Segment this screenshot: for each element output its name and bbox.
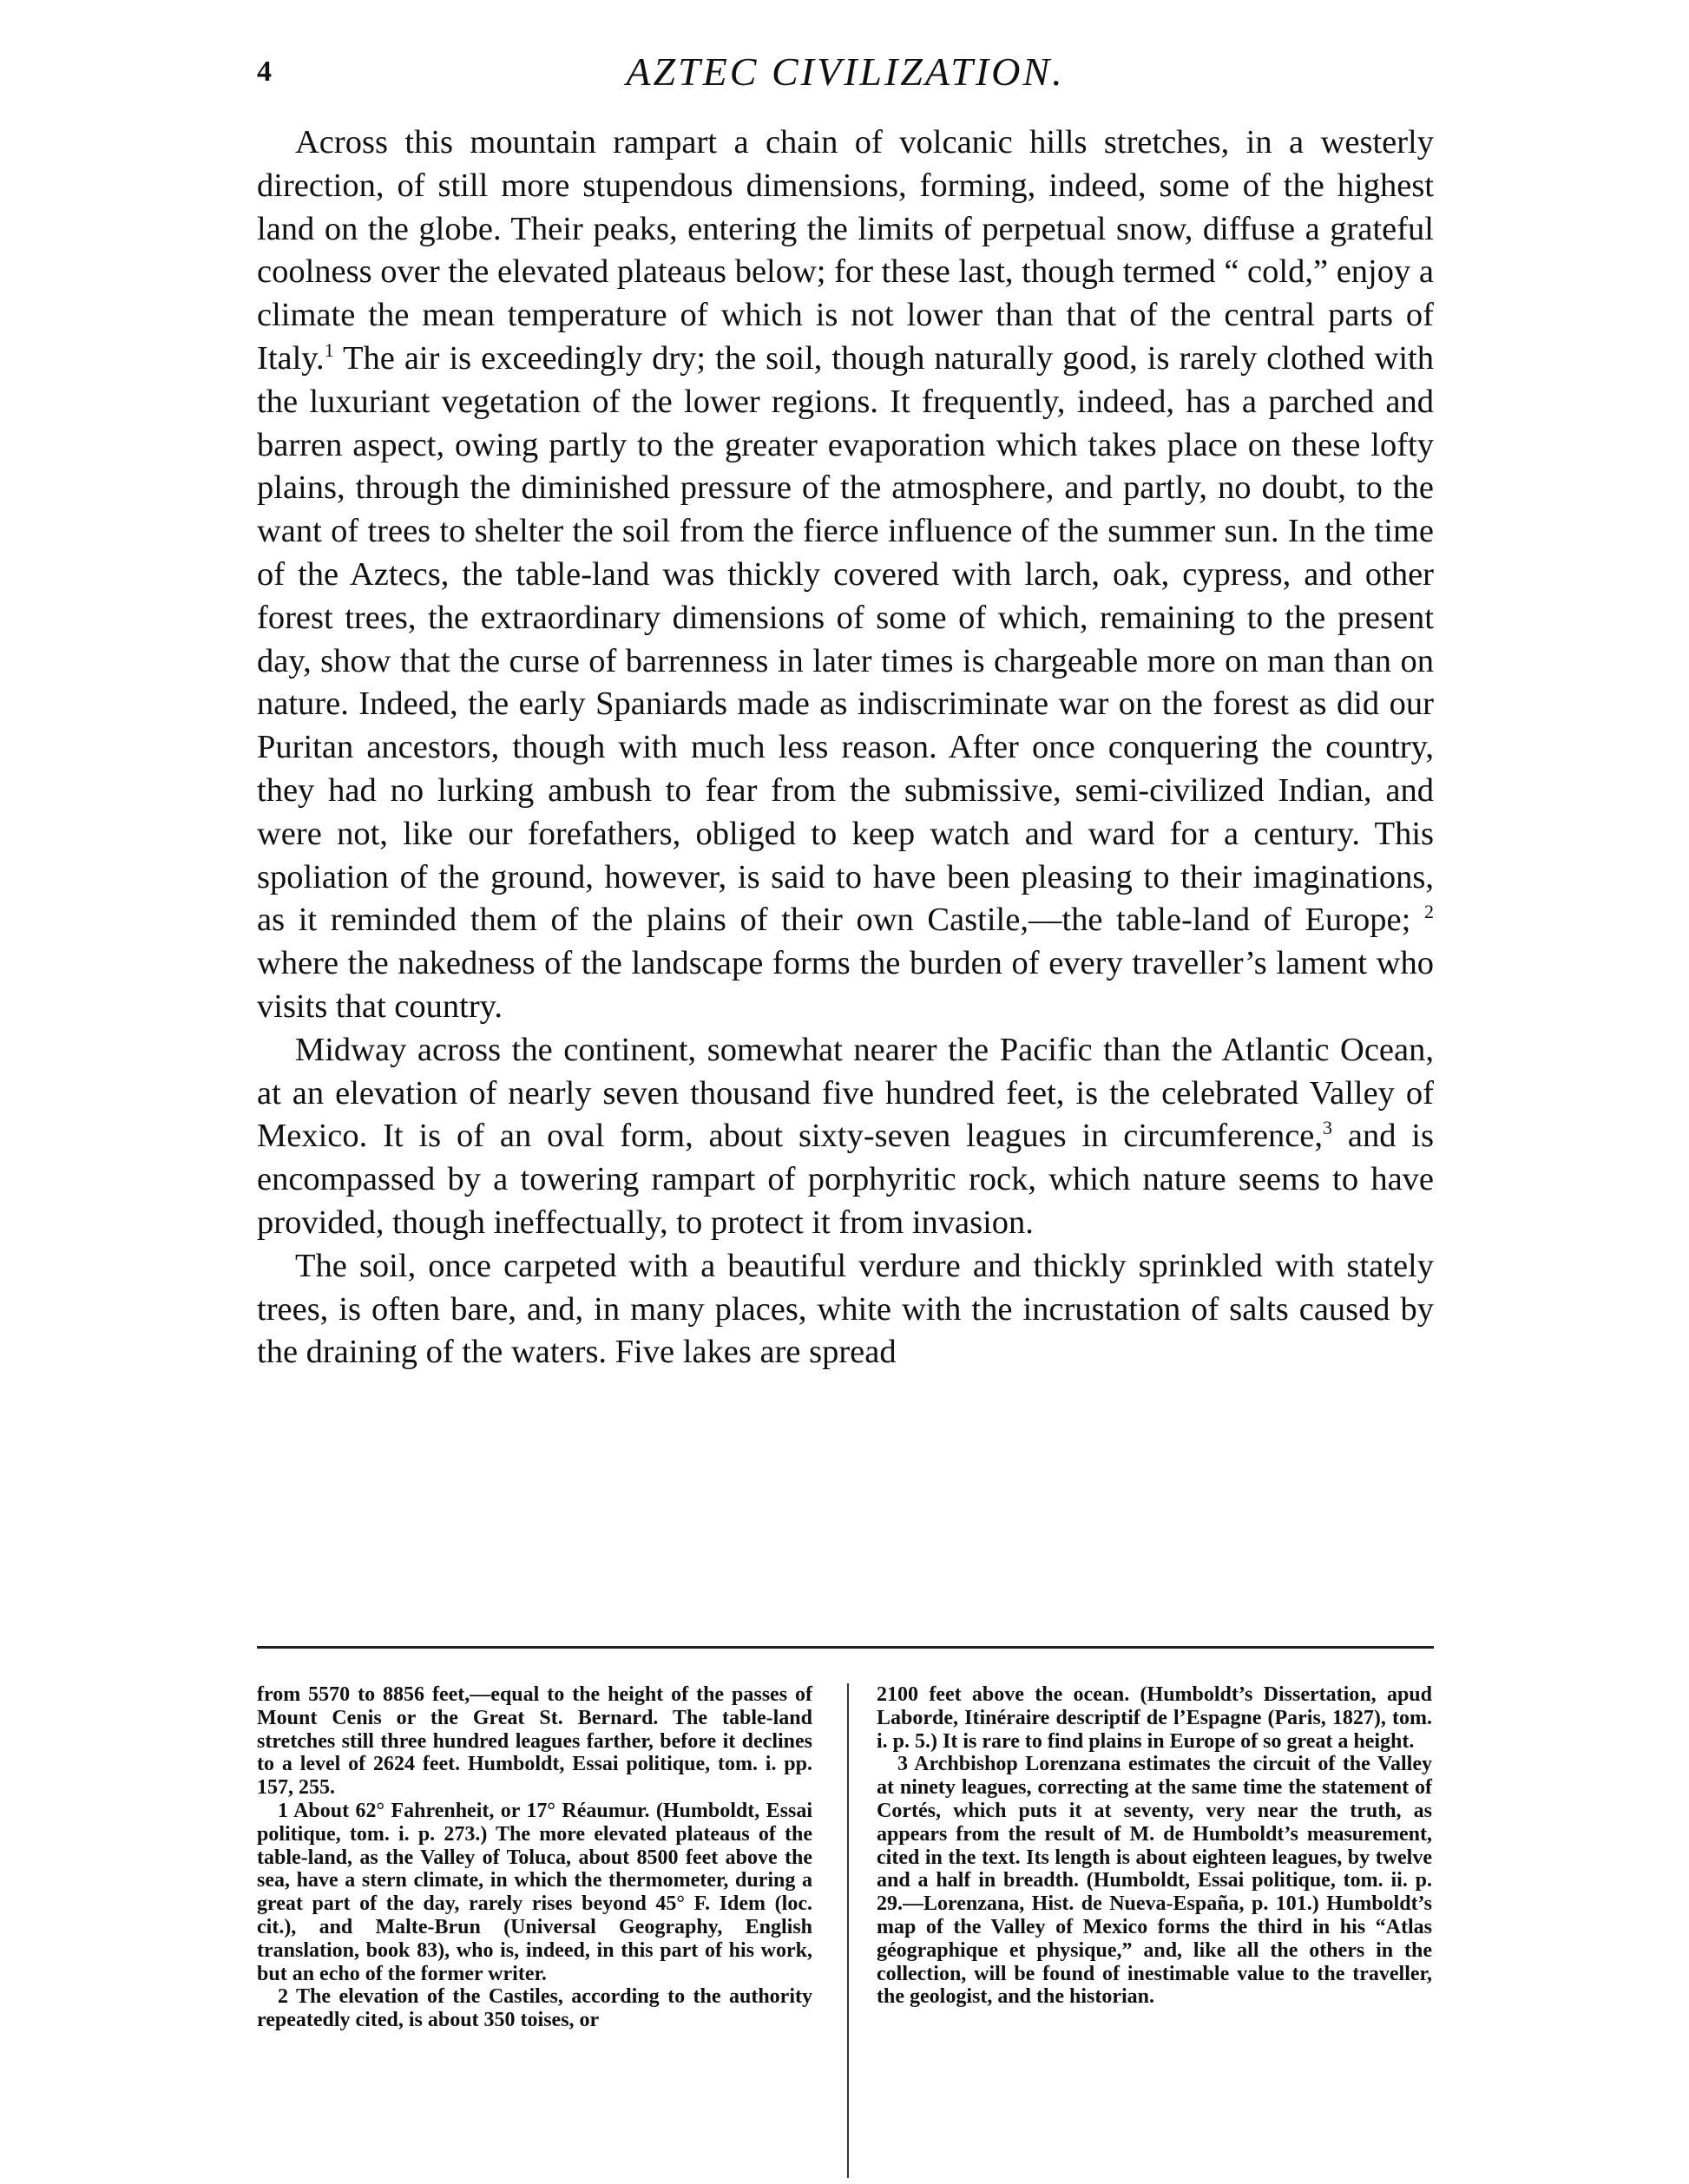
- footnote: 3 Archbishop Lorenzana estimates the circuit of the Valley at ninety leagues, correcting at the same time the statement of Cortés, which puts it at seventy, very near the truth, as appears from the result of M. de Humboldt’s measurement, cited in the text. Its length is about eighteen leagues, by twelve and a half in breadth. (Humboldt, Essai politique, tom. ii. p. 29.—Lorenzana, Hist. de Nueva-España, p. 101.) Humboldt’s map of the Valley of Mexico forms the third in his “Atlas géographique et physique,” and, like all the others in the collection, will be found of inestimable value to the traveller, the geologist, and the historian.: [877, 1753, 1432, 2009]
- footnote: 1 About 62° Fahrenheit, or 17° Réaumur. (Humboldt, Essai politique, tom. i. p. 273.) The more elevated plateaus of the table-land, as the Valley of Toluca, about 8500 feet above the sea, have a stern climate, in which the thermometer, during a great part of the day, rarely rises beyond 45° F. Idem (loc. cit.), and Malte-Brun (Universal Geography, English translation, book 83), who is, indeed, in this part of his work, but an echo of the former writer.: [257, 1799, 812, 1985]
- body-text-run: where the nakedness of the landscape forms the burden of every traveller’s lament who visits that country.: [257, 945, 1434, 1025]
- page-header: [257, 49, 1434, 101]
- footnote-continuation: from 5570 to 8856 feet,—equal to the height of the passes of Mount Cenis or the Great St. Bernard. The table-land stretches still three hundred leagues farther, before it declines to a level of 2624 feet. Humboldt, Essai politique, tom. i. pp. 157, 255.: [257, 1683, 812, 1800]
- footnote-marker: 3: [1323, 1117, 1333, 1139]
- body-text-run: and is encompassed by a towering rampart of porphyritic rock, which nature seems to have provided, though ineffectually, to protect it from invasion.: [257, 1118, 1434, 1241]
- footnote-continuation: 2100 feet above the ocean. (Humboldt’s Dissertation, apud Laborde, Itinéraire descriptif de l’Espagne (Paris, 1827), tom. i. p. 5.) It is rare to find plains in Europe of so great a height.: [877, 1683, 1432, 1753]
- body-text-run: The air is exceedingly dry; the soil, though naturally good, is rarely clothed with the luxuriant vegetation of the lower regions. It frequently, indeed, has a parched and barren aspect, owing partly to the greater evaporation which takes place on these lofty plains, through the diminished pressure of the atmosphere, and partly, no doubt, to the want of trees to shelter the soil from the fierce influence of the summer sun. In the time of the Aztecs, the table-land was thickly covered with larch, oak, cypress, and other forest trees, the extraordinary dimensions of some of which, remaining to the present day, show that the curse of barrenness in later times is chargeable more on man than on nature. Indeed, the early Spaniards made as indiscriminate war on the forest as did our Puritan ancestors, though with much less reason. After once conquering the country, they had no lurking ambush to fear from the submissive, semi-civilized Indian, and were not, like our forefathers, obliged to keep watch and ward for a century. This spoliation of the ground, however, is said to have been pleasing to their imaginations, as it reminded them of the plains of their own Castile,—the table-land of Europe;: [257, 339, 1434, 939]
- footnote-rule: [257, 1646, 1434, 1649]
- body-text-run: Midway across the continent, somewhat nearer the Pacific than the Atlantic Ocean, at an elevation of nearly seven thousand five hundred feet, is the celebrated Valley of Mexico. It is of an oval form, about sixty-seven leagues in circumference,: [257, 1031, 1434, 1155]
- running-title: AZTEC CIVILIZATION.: [626, 49, 1065, 94]
- body-paragraph: [257, 121, 1434, 1029]
- page-number: 4: [257, 56, 272, 88]
- body-paragraph: [257, 1029, 1434, 1245]
- footnotes-left-column: [257, 1683, 812, 2032]
- main-text: [257, 121, 1434, 1374]
- footnote-column-divider: [847, 1683, 849, 2178]
- body-text-run: The soil, once carpeted with a beautiful verdure and thickly sprinkled with stately trees, is often bare, and, in many places, white with the incrustation of salts caused by the draining of the waters. Five lakes are spread: [257, 1247, 1434, 1371]
- body-paragraph: [257, 1245, 1434, 1374]
- footnote-marker: 1: [324, 339, 334, 362]
- footnote-marker: 2: [1424, 901, 1434, 923]
- footnotes-right-column: [877, 1683, 1432, 2009]
- body-text-run: Across this mountain rampart a chain of volcanic hills stretches, in a westerly direction, of still more stupendous dimensions, forming, indeed, some of the highest land on the globe. Their peaks, entering the limits of perpetual snow, diffuse a grateful coolness over the elevated plateaus below; for these last, though termed “ cold,” enjoy a climate the mean temperature of which is not lower than that of the central parts of Italy.: [257, 124, 1434, 377]
- footnote: 2 The elevation of the Castiles, according to the authority repeatedly cited, is about 350 toises, or: [257, 1985, 812, 2032]
